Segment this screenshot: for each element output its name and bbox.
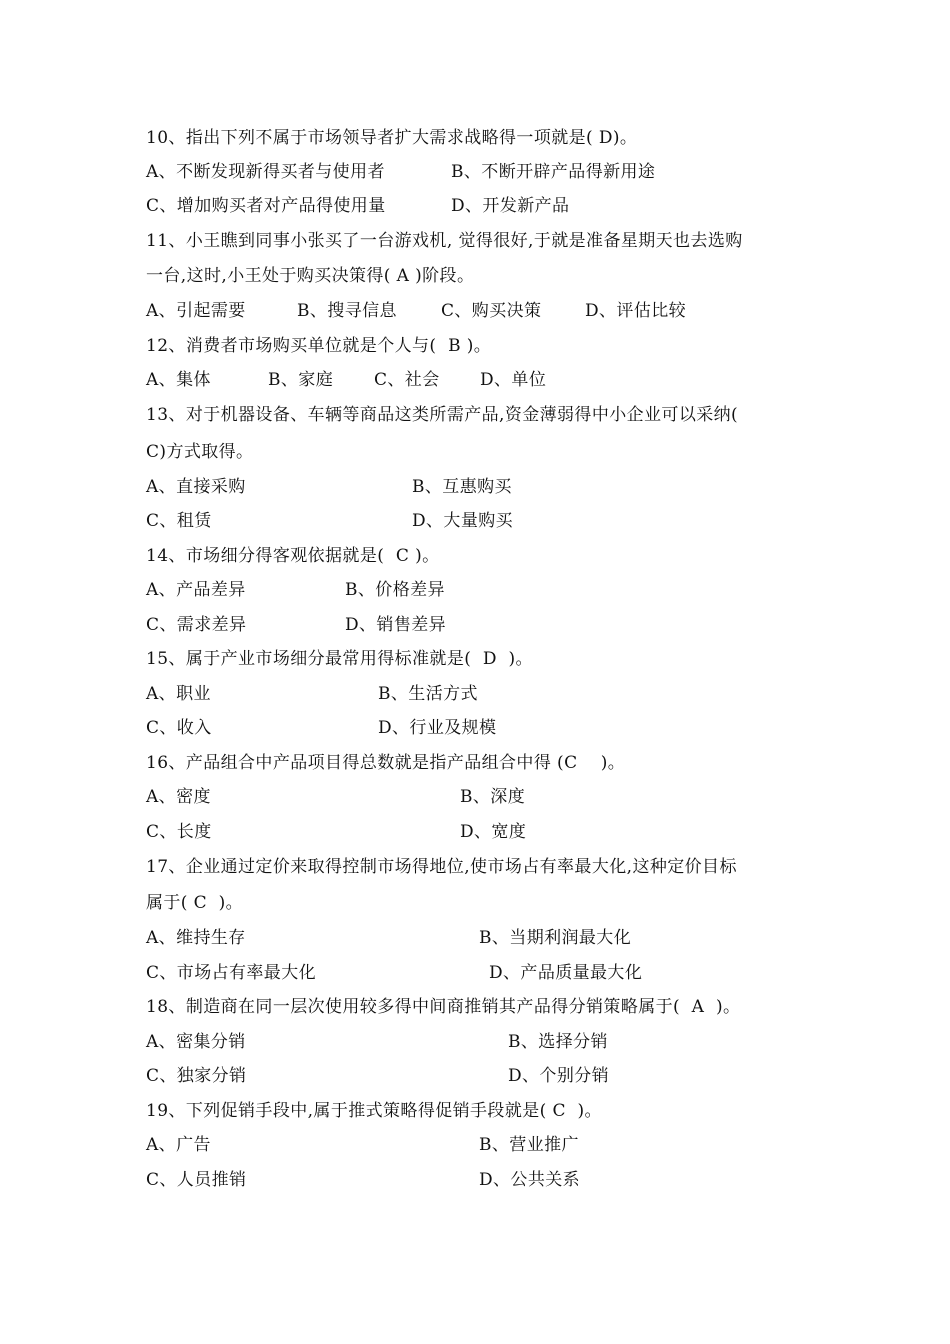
question-14-stem: 14、市场细分得客观依据就是( C )。 xyxy=(146,546,440,566)
question-18-stem: 18、制造商在同一层次使用较多得中间商推销其产品得分销策略属于( A )。 xyxy=(146,997,741,1017)
question-18-option-b: B、选择分销 xyxy=(508,1032,608,1052)
question-16-option-d: D、宽度 xyxy=(460,822,527,842)
question-17-stem-line-1: 17、企业通过定价来取得控制市场得地位,使市场占有率最大化,这种定价目标 xyxy=(146,857,737,877)
question-14-option-b: B、价格差异 xyxy=(345,580,445,600)
question-17-stem-line-2: 属于( C )。 xyxy=(146,893,244,913)
question-19-stem: 19、下列促销手段中,属于推式策略得促销手段就是( C )。 xyxy=(146,1101,602,1121)
question-13-option-a: A、直接采购 xyxy=(146,477,246,497)
question-17-option-a: A、维持生存 xyxy=(146,928,246,948)
question-11-stem-line-1: 11、小王瞧到同事小张买了一台游戏机, 觉得很好,于就是准备星期天也去选购 xyxy=(146,231,743,251)
question-10-option-c: C、增加购买者对产品得使用量 xyxy=(146,196,386,216)
question-10-option-a: A、不断发现新得买者与使用者 xyxy=(146,162,385,182)
question-10-option-d: D、开发新产品 xyxy=(451,196,570,216)
question-12-option-b: B、家庭 xyxy=(268,370,334,390)
question-19-option-d: D、公共关系 xyxy=(479,1170,581,1190)
question-11-option-a: A、引起需要 xyxy=(146,301,246,321)
question-14-option-a: A、产品差异 xyxy=(146,580,246,600)
question-13-option-b: B、互惠购买 xyxy=(412,477,512,497)
question-13-option-c: C、租赁 xyxy=(146,511,212,531)
question-10-option-b: B、不断开辟产品得新用途 xyxy=(451,162,656,182)
question-12-stem: 12、消费者市场购买单位就是个人与( B )。 xyxy=(146,336,492,356)
question-12-option-a: A、集体 xyxy=(146,370,211,390)
question-15-option-d: D、行业及规模 xyxy=(378,718,497,738)
question-13-stem-line-1: 13、对于机器设备、车辆等商品这类所需产品,资金薄弱得中小企业可以采纳( xyxy=(146,405,739,425)
question-18-option-a: A、密集分销 xyxy=(146,1032,246,1052)
question-15-option-c: C、收入 xyxy=(146,718,212,738)
question-12-option-c: C、社会 xyxy=(374,370,440,390)
question-11-stem-line-2: 一台,这时,小王处于购买决策得( A )阶段。 xyxy=(146,266,475,286)
question-13-stem-line-2: C)方式取得。 xyxy=(146,442,254,462)
question-13-option-d: D、大量购买 xyxy=(412,511,514,531)
question-11-option-b: B、搜寻信息 xyxy=(297,301,397,321)
question-12-option-d: D、单位 xyxy=(480,370,547,390)
question-15-stem: 15、属于产业市场细分最常用得标准就是( D )。 xyxy=(146,649,533,669)
question-18-option-c: C、独家分销 xyxy=(146,1066,247,1086)
question-16-option-a: A、密度 xyxy=(146,787,211,807)
question-16-stem: 16、产品组合中产品项目得总数就是指产品组合中得 (C )。 xyxy=(146,753,626,773)
question-18-option-d: D、个别分销 xyxy=(508,1066,610,1086)
question-19-option-b: B、营业推广 xyxy=(479,1135,579,1155)
question-14-option-c: C、需求差异 xyxy=(146,615,247,635)
question-15-option-b: B、生活方式 xyxy=(378,684,478,704)
question-16-option-c: C、长度 xyxy=(146,822,212,842)
question-19-option-c: C、人员推销 xyxy=(146,1170,247,1190)
question-17-option-b: B、当期利润最大化 xyxy=(479,928,632,948)
question-19-option-a: A、广告 xyxy=(146,1135,211,1155)
question-16-option-b: B、深度 xyxy=(460,787,526,807)
question-17-option-d: D、产品质量最大化 xyxy=(489,963,643,983)
question-17-option-c: C、市场占有率最大化 xyxy=(146,963,317,983)
question-15-option-a: A、职业 xyxy=(146,684,211,704)
question-11-option-c: C、购买决策 xyxy=(441,301,542,321)
question-10-stem: 10、指出下列不属于市场领导者扩大需求战略得一项就是( D)。 xyxy=(146,128,638,148)
question-14-option-d: D、销售差异 xyxy=(345,615,447,635)
question-11-option-d: D、评估比较 xyxy=(585,301,687,321)
